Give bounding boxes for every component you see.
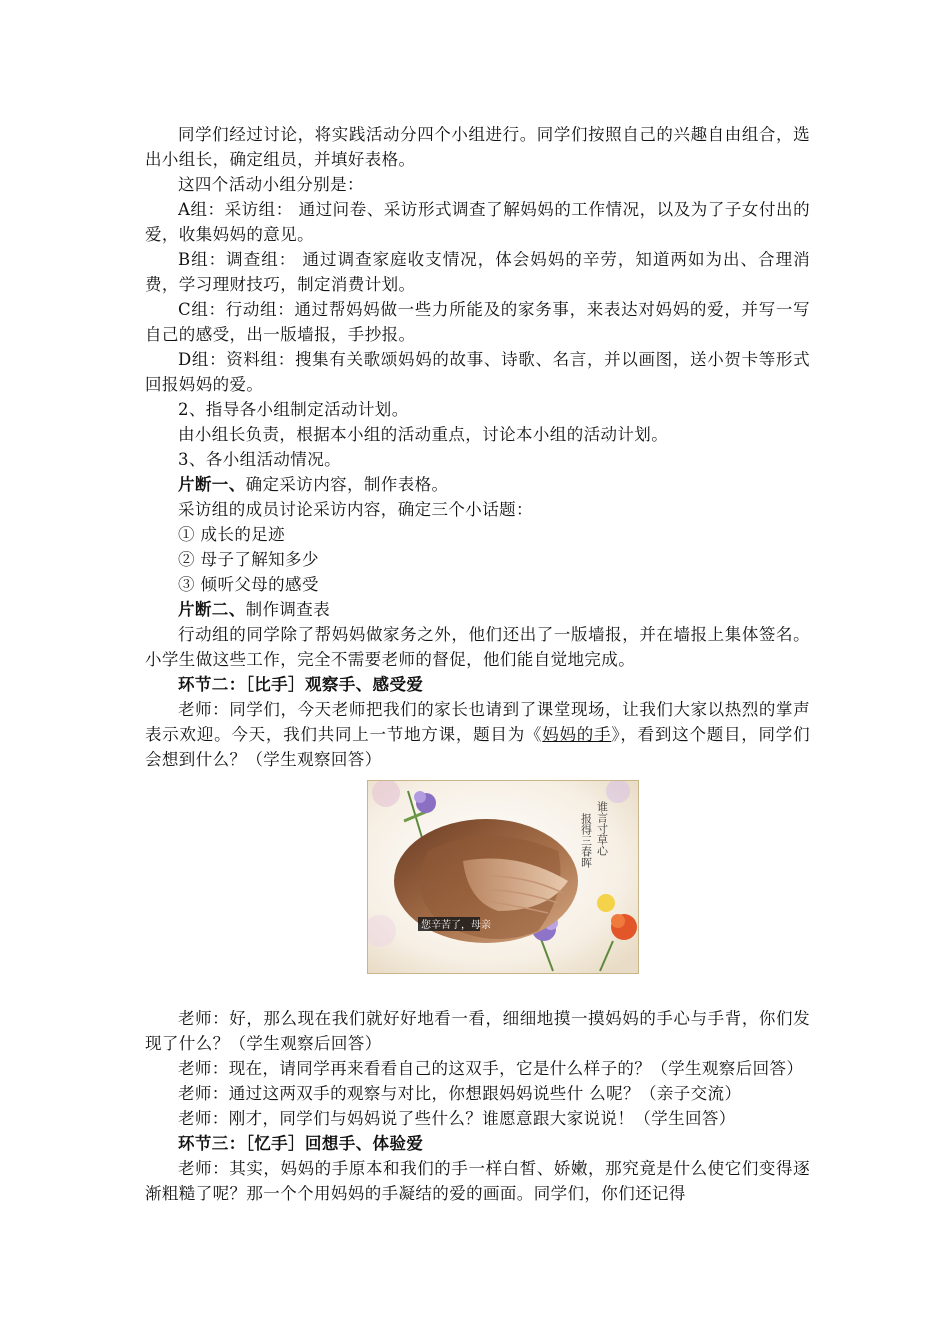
paragraph: 老师：刚才，同学们与妈妈说了些什么？谁愿意跟大家说说！（学生回答）	[178, 1109, 736, 1128]
paragraph: 3、各小组活动情况。	[178, 450, 341, 469]
paragraph: 老师：同学们，今天老师把我们的家长也请到了课堂现场，让我们大家以热烈的掌声表示欢迎。今天，我们共同上一节地方课，题目为《妈妈的手》，看到这个题目，同学们会想到什么？（学生观察回答）	[145, 700, 810, 769]
paragraph: 老师：好，那么现在我们就好好地看一看，细细地摸一摸妈妈的手心与手背，你们发现了什么？（学生观察后回答）	[145, 1009, 810, 1053]
image-poem-line-2: 报得三春晖	[579, 813, 593, 868]
paragraph: 老师：通过这两双手的观察与对比，你想跟妈妈说些什 么呢？（亲子交流）	[178, 1084, 742, 1103]
paragraph: 同学们经过讨论，将实践活动分四个小组进行。同学们按照自己的兴趣自由组合，选出小组长，确定组员，并填好表格。	[145, 125, 810, 169]
document-page	[145, 122, 810, 1206]
paragraph: 老师：其实，妈妈的手原本和我们的手一样白皙、娇嫩，那究竟是什么使它们变得逐渐粗糙了呢？那一个个用妈妈的手凝结的爱的画面。同学们，你们还记得	[145, 1159, 810, 1203]
paragraph-group-b: B组：调查组： 通过调查家庭收支情况，体会妈妈的辛劳，知道两如为出、合理消费，学习理财技巧，制定消费计划。	[145, 250, 810, 294]
paragraph: 采访组的成员讨论采访内容，确定三个小话题：	[178, 500, 533, 519]
topic-item: ② 母子了解知多少	[178, 550, 319, 569]
section-heading-3: 环节三：［忆手］回想手、体验爱	[178, 1134, 424, 1153]
segment-heading-1: 片断一、确定采访内容，制作表格。	[178, 475, 449, 494]
paragraph-group-d: D组：资料组：搜集有关歌颂妈妈的故事、诗歌、名言，并以画图，送小贺卡等形式回报妈妈的爱。	[145, 350, 810, 394]
paragraph: 行动组的同学除了帮妈妈做家务之外，他们还出了一版墙报，并在墙报上集体签名。小学生做这些工作，完全不需要老师的督促，他们能自觉地完成。	[145, 625, 810, 669]
mother-hand-image	[367, 780, 639, 974]
image-poem-line-1: 谁言寸草心	[595, 801, 609, 856]
paragraph: 老师：现在，请同学再来看看自己的这双手，它是什么样子的？（学生观察后回答）	[178, 1059, 804, 1078]
mother-hand-illustration	[368, 781, 638, 973]
image-caption: 您辛苦了，母亲	[421, 920, 491, 931]
segment-heading-2: 片断二、制作调查表	[178, 600, 331, 619]
paragraph: 这四个活动小组分别是：	[178, 175, 364, 194]
paragraph: 由小组长负责，根据本小组的活动重点，讨论本小组的活动计划。	[178, 425, 669, 444]
topic-item: ③ 倾听父母的感受	[178, 575, 319, 594]
figure-container	[145, 780, 810, 1000]
lesson-title: 妈妈的手	[542, 725, 612, 744]
paragraph: 2、指导各小组制定活动计划。	[178, 400, 409, 419]
paragraph-group-a: A组：采访组： 通过问卷、采访形式调查了解妈妈的工作情况，以及为了子女付出的爱，收集妈妈的意见。	[145, 200, 810, 244]
paragraph-group-c: C组：行动组：通过帮妈妈做一些力所能及的家务事，来表达对妈妈的爱，并写一写自己的感受，出一版墙报，手抄报。	[145, 300, 810, 344]
topic-item: ① 成长的足迹	[178, 525, 286, 544]
section-heading-2: 环节二：［比手］观察手、感受爱	[178, 675, 424, 694]
